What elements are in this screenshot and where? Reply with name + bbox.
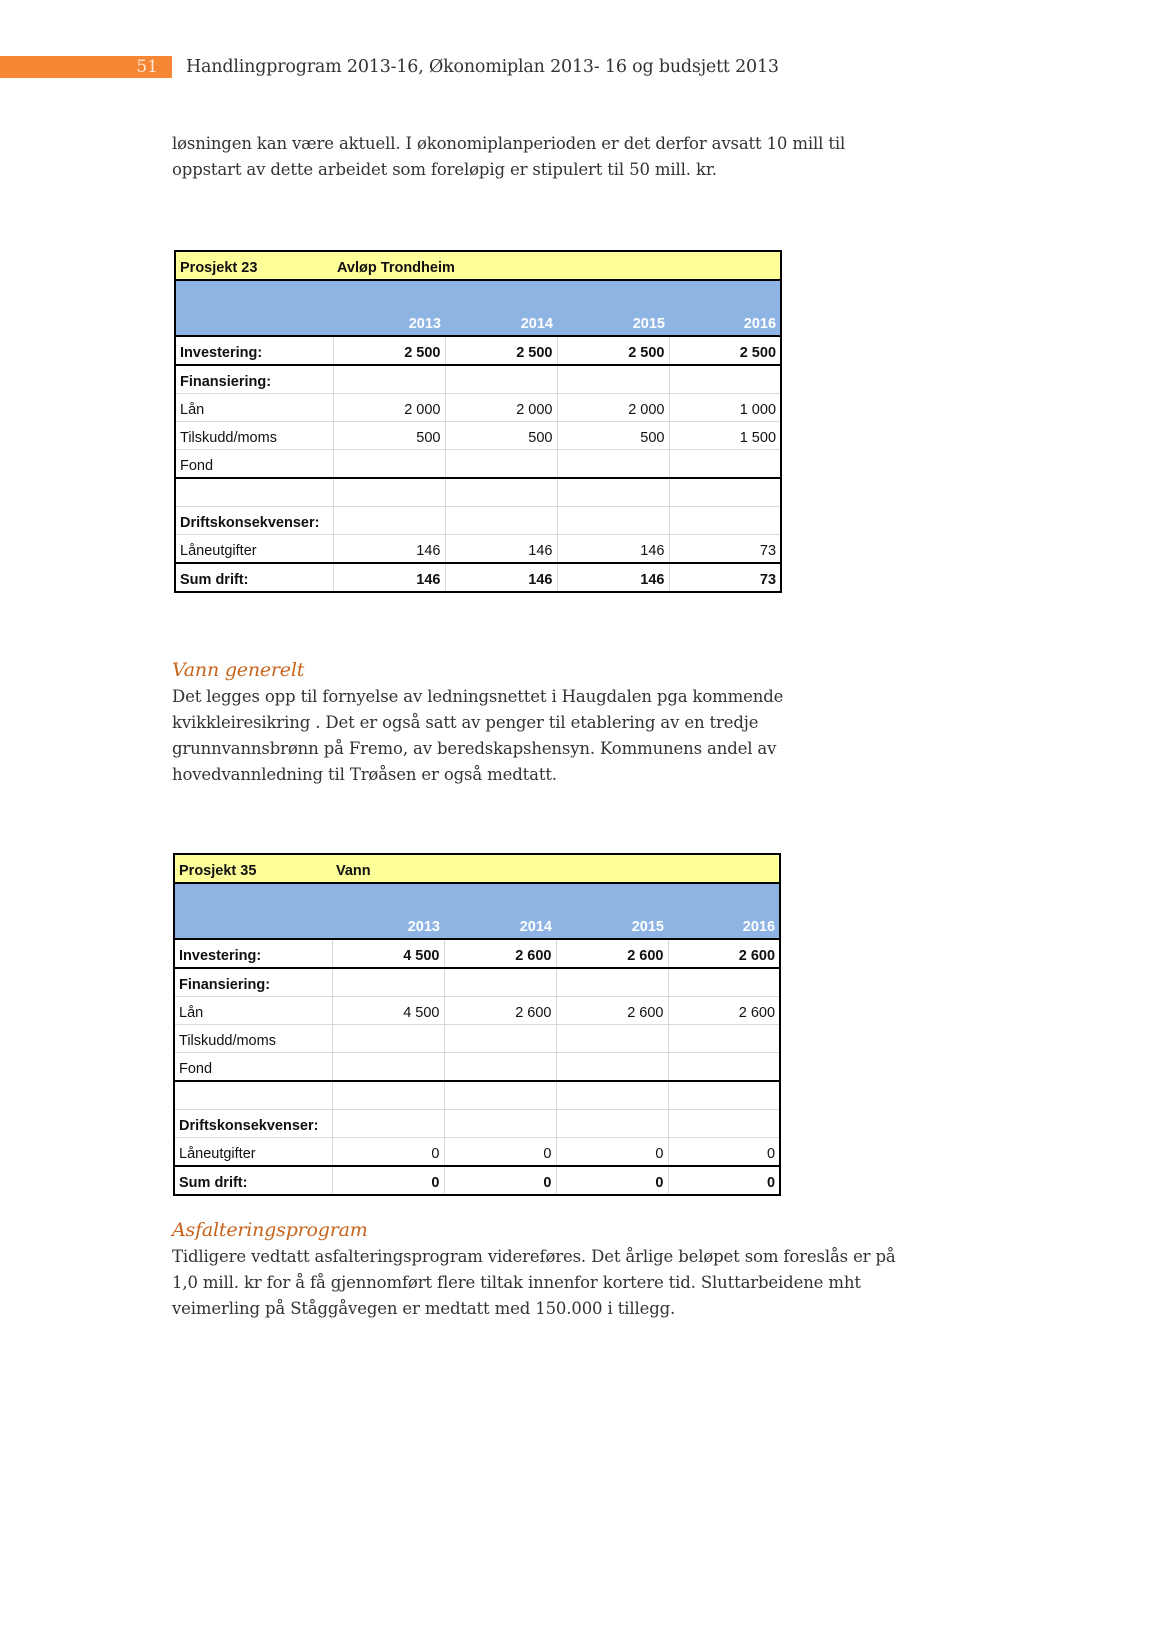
cell-value [556,968,668,997]
project-name: Vann [332,854,780,883]
cell-value: 2 500 [557,336,669,365]
table-row [175,365,781,394]
year-header: 2013 [332,883,444,939]
cell-value [557,507,669,535]
row-label: Driftskonsekvenser: [175,507,333,535]
year-header: 2016 [669,280,781,336]
cell-value: 146 [333,535,445,564]
cell-value: 0 [668,1166,780,1195]
project-label: Prosjekt 35 [174,854,332,883]
paragraph-line: kvikkleiresikring . Det er også satt av penger til etablering av en tredje [172,713,759,732]
table-row [174,1053,780,1082]
section-paragraph-vann-generelt [172,684,962,788]
table-row [175,535,781,564]
budget-table-prosjekt-35 [173,853,781,1196]
row-label: Lån [175,394,333,422]
table-row-spacer [174,1081,780,1110]
project-label: Prosjekt 23 [175,251,333,280]
row-label: Tilskudd/moms [175,422,333,450]
cell-value: 0 [556,1166,668,1195]
year-header: 2016 [668,883,780,939]
cell-value [444,1053,556,1082]
cell-value [444,1110,556,1138]
cell-value [668,968,780,997]
table-row [174,939,780,968]
year-header: 2013 [333,280,445,336]
cell-value: 2 600 [668,997,780,1025]
cell-value [333,450,445,479]
cell-value: 0 [444,1166,556,1195]
table-row [174,1138,780,1167]
row-label: Finansiering: [175,365,333,394]
cell-value: 4 500 [332,997,444,1025]
row-label: Lån [174,997,332,1025]
cell-value [332,968,444,997]
row-label: Låneutgifter [174,1138,332,1167]
cell-value: 146 [557,563,669,592]
table-row [174,1025,780,1053]
cell-value: 146 [557,535,669,564]
row-label: Driftskonsekvenser: [174,1110,332,1138]
cell-value: 0 [332,1166,444,1195]
cell-value [669,450,781,479]
cell-value: 0 [668,1138,780,1167]
cell-value: 2 500 [445,336,557,365]
cell-value: 1 000 [669,394,781,422]
year-header: 2015 [556,883,668,939]
paragraph-line: oppstart av dette arbeidet som foreløpig er stipulert til 50 mill. kr. [172,160,717,179]
paragraph-line: løsningen kan være aktuell. I økonomiplanperioden er det derfor avsatt 10 mill til [172,134,846,153]
table-row [175,336,781,365]
table-row [175,507,781,535]
paragraph-line: grunnvannsbrønn på Fremo, av beredskapshensyn. Kommunens andel av [172,739,777,758]
cell-value [332,1025,444,1053]
row-label: Finansiering: [174,968,332,997]
cell-value [556,1110,668,1138]
document-title: Handlingprogram 2013-16, Økonomiplan 2013- 16 og budsjett 2013 [186,57,779,77]
cell-value [557,365,669,394]
cell-value [333,507,445,535]
cell-value: 0 [332,1138,444,1167]
cell-value: 0 [444,1138,556,1167]
table-row-total [175,563,781,592]
cell-value: 500 [557,422,669,450]
row-label: Tilskudd/moms [174,1025,332,1053]
year-header: 2014 [444,883,556,939]
cell-value: 1 500 [669,422,781,450]
paragraph-line: Tidligere vedtatt asfalteringsprogram videreføres. Det årlige beløpet som foreslås er på [172,1247,896,1266]
project-name: Avløp Trondheim [333,251,781,280]
row-label: Investering: [175,336,333,365]
cell-value [445,450,557,479]
cell-value [668,1110,780,1138]
cell-value: 2 600 [556,939,668,968]
intro-paragraph [172,131,962,183]
cell-value: 500 [333,422,445,450]
table-title-row [174,854,780,883]
cell-value: 500 [445,422,557,450]
cell-value: 73 [669,535,781,564]
table-row [175,450,781,479]
table-title-row [175,251,781,280]
row-label: Sum drift: [175,563,333,592]
cell-value: 2 500 [333,336,445,365]
cell-value: 146 [445,563,557,592]
cell-value: 2 600 [444,997,556,1025]
paragraph-line: 1,0 mill. kr for å få gjennomført flere tiltak innenfor kortere tid. Sluttarbeidene mht [172,1273,861,1292]
cell-value [556,1025,668,1053]
cell-value [444,1025,556,1053]
cell-value: 4 500 [332,939,444,968]
row-label: Sum drift: [174,1166,332,1195]
row-label: Investering: [174,939,332,968]
table-row [174,1110,780,1138]
cell-value [668,1025,780,1053]
cell-value [669,507,781,535]
cell-value [332,1110,444,1138]
table-row-total [174,1166,780,1195]
cell-value: 2 000 [333,394,445,422]
row-label: Fond [175,450,333,479]
cell-value [444,968,556,997]
cell-value [333,365,445,394]
table-row-spacer [175,478,781,507]
cell-value [669,365,781,394]
year-header: 2015 [557,280,669,336]
cell-value: 2 600 [556,997,668,1025]
page-number: 51 [136,57,158,77]
paragraph-line: hovedvannledning til Trøåsen er også medtatt. [172,765,557,784]
cell-value [557,450,669,479]
section-heading-vann-generelt: Vann generelt [172,659,305,681]
budget-table-prosjekt-23 [174,250,782,593]
cell-value [556,1053,668,1082]
row-label: Låneutgifter [175,535,333,564]
cell-value: 146 [333,563,445,592]
paragraph-line: Det legges opp til fornyelse av ledningsnettet i Haugdalen pga kommende [172,687,784,706]
table-year-header [175,280,781,336]
cell-value: 2 600 [444,939,556,968]
cell-value: 2 000 [445,394,557,422]
paragraph-line: veimerling på Ståggåvegen er medtatt med 150.000 i tillegg. [172,1299,676,1318]
table-row [175,394,781,422]
cell-value [445,365,557,394]
table-row [174,997,780,1025]
cell-value: 2 600 [668,939,780,968]
cell-value: 146 [445,535,557,564]
row-label: Fond [174,1053,332,1082]
cell-value [445,507,557,535]
cell-value: 73 [669,563,781,592]
cell-value [332,1053,444,1082]
row-label [175,478,333,507]
section-paragraph-asfalteringsprogram [172,1244,962,1322]
year-header: 2014 [445,280,557,336]
table-row [174,968,780,997]
cell-value [668,1053,780,1082]
cell-value: 2 000 [557,394,669,422]
table-row [175,422,781,450]
cell-value: 0 [556,1138,668,1167]
section-heading-asfalteringsprogram: Asfalteringsprogram [172,1219,368,1241]
cell-value: 2 500 [669,336,781,365]
table-year-header [174,883,780,939]
row-label [174,1081,332,1110]
